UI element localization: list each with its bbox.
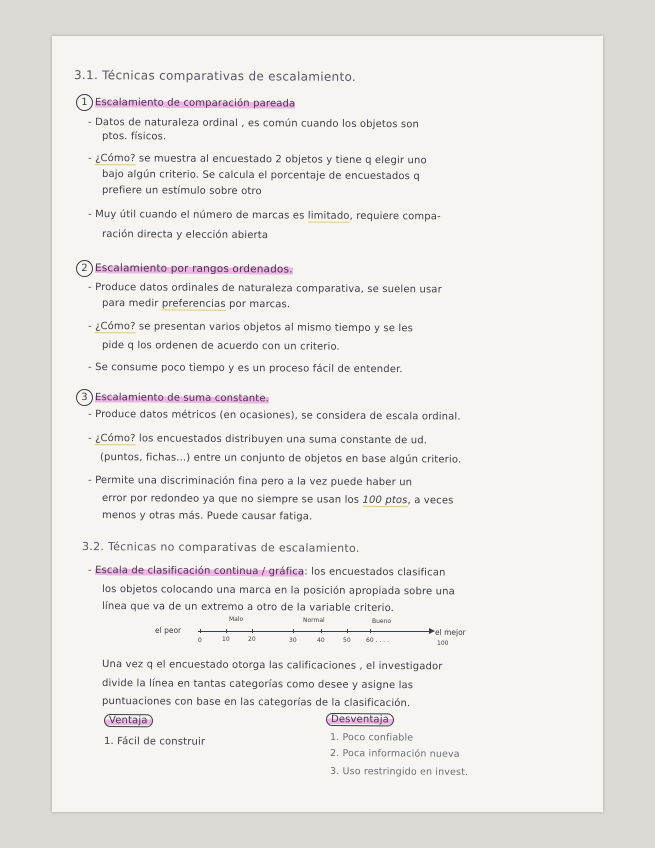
bullet-line: bajo algún criterio. Se calcula el porcentaje de encuestados q (101, 169, 420, 183)
disadvantage-item: 2. Poca información nueva (329, 748, 460, 760)
scale-tick (226, 629, 227, 633)
bullet-line: (puntos, fichas...) entre un conjunto de objetos en base algún criterio. (99, 452, 462, 466)
how-label: ¿Cómo? (95, 321, 136, 333)
bullet-line: - Produce datos métricos (en ocasiones), se considera de escala ordinal. (87, 409, 461, 423)
bullet-line: pide q los ordenen de acuerdo con un criterio. (101, 340, 340, 353)
number-circle-3: 3 (76, 389, 93, 406)
scale-right-label: el mejor (435, 628, 466, 637)
bullet-line: - Escala de clasificación continua / gráfica: los encuestados clasifican (87, 565, 446, 579)
underlined-word: limitado (307, 210, 350, 222)
advantage-item: 1. Fácil de construir (103, 736, 206, 748)
scale-tick (321, 629, 322, 633)
number-circle-2: 2 (76, 260, 93, 277)
disadvantage-item: 1. Poco confiable (329, 732, 414, 744)
scale-tick (252, 629, 253, 633)
bullet-text: los encuestados distribuyen una suma constante de ud. (135, 433, 428, 447)
section-title-3-2: 3.2. Técnicas no comparativas de escalamiento. (81, 540, 360, 555)
scale-tick (200, 629, 201, 633)
arrow-right-icon (429, 628, 435, 634)
bullet-line: - ¿Cómo? se presentan varios objetos al mismo tiempo y se les (87, 321, 414, 335)
subsection-3-heading (76, 389, 269, 407)
bullet-line: - Permite una discriminación fina pero a la vez puede haber un (87, 475, 413, 489)
scale-number: 0 (198, 637, 202, 644)
bullet-text: error por redondeo ya que no siempre se usan los (101, 493, 363, 506)
scale-line (198, 631, 430, 632)
scale-number: 100 (437, 640, 449, 647)
scale-tick (293, 629, 294, 633)
heading-text: Escala de clasificación continua / gráfica (95, 565, 305, 578)
underlined-word: 100 ptos (362, 494, 408, 507)
bullet-text: , requiere compa- (349, 210, 441, 223)
scale-tick (370, 629, 371, 633)
bullet-line: prefiere un estímulo sobre otro (101, 185, 262, 198)
bullet-text: para medir (101, 298, 162, 310)
scale-number: 60 . . . . (366, 637, 389, 644)
scale-number: 20 (248, 636, 256, 643)
bullet-text: se presentan varios objetos al mismo tiempo y se les (135, 321, 414, 335)
bullet-line: - ¿Cómo? se muestra al encuestado 2 objetos y tiene q elegir uno (87, 153, 427, 167)
bullet-text: por marcas. (225, 298, 291, 311)
number-circle-1: 1 (76, 94, 93, 111)
subsection-2-heading (76, 260, 293, 279)
bullet-text: : los encuestados clasifican (304, 566, 446, 579)
bullet-line: ptos. físicos. (101, 131, 167, 143)
paragraph-line: divide la línea en tantas categorías como desee y asigne las (101, 678, 414, 692)
bullet-text: , a veces (407, 495, 454, 507)
heading-text: Escalamiento de comparación pareada (94, 97, 296, 110)
subsection-1-heading (76, 94, 295, 113)
bullet-line: línea que va de un extremo a otro de la variable criterio. (101, 601, 395, 615)
scale-top-label: Malo (229, 616, 244, 623)
how-label: ¿Cómo? (95, 153, 136, 165)
heading-text: Escalamiento de suma constante. (94, 392, 270, 405)
bullet-line: - Se consume poco tiempo y es un proceso fácil de entender. (87, 362, 403, 376)
scale-number: 40 (317, 637, 325, 644)
scale-number: 10 (222, 636, 230, 643)
bullet-text: - Muy útil cuando el número de marcas es (87, 209, 308, 222)
scale-top-label: Normal (303, 617, 325, 624)
how-label: ¿Cómo? (95, 433, 136, 445)
paragraph-line: Una vez q el encuestado otorga las calificaciones , el investigador (101, 659, 443, 673)
scale-top-label: Bueno (372, 618, 392, 625)
bullet-line: los objetos colocando una marca en la posición apropiada sobre una (101, 584, 455, 598)
section-title-3-1: 3.1. Técnicas comparativas de escalamiento. (73, 68, 357, 84)
scale-tick (347, 629, 348, 633)
heading-text: Escalamiento por rangos ordenados. (94, 262, 293, 276)
advantage-box: Ventaja (104, 714, 153, 727)
scale-left-label: el peor (155, 626, 182, 635)
scale-number: 50 (343, 637, 351, 644)
bullet-line: - Produce datos ordinales de naturaleza comparativa, se suelen usar (87, 282, 442, 296)
paragraph-line: puntuaciones con base en las categorías de la clasificación. (101, 696, 411, 710)
scale-number: 30 (289, 637, 297, 644)
bullet-line (102, 298, 290, 310)
bullet-line: - ¿Cómo? los encuestados distribuyen una suma constante de ud. (87, 433, 428, 447)
bullet-line: ración directa y elección abierta (101, 229, 269, 242)
advantage-label (104, 714, 153, 727)
bullet-line: - Datos de naturaleza ordinal , es común cuando los objetos son (87, 117, 420, 131)
disadvantage-label (326, 713, 394, 726)
bullet-line: menos y otras más. Puede causar fatiga. (101, 510, 313, 523)
disadvantage-item: 3. Uso restringido en invest. (329, 766, 469, 778)
underlined-word: preferencias (161, 298, 226, 310)
disadvantage-box: Desventaja (326, 713, 394, 726)
bullet-text: se muestra al encuestado 2 objetos y tiene q elegir uno (135, 153, 427, 167)
